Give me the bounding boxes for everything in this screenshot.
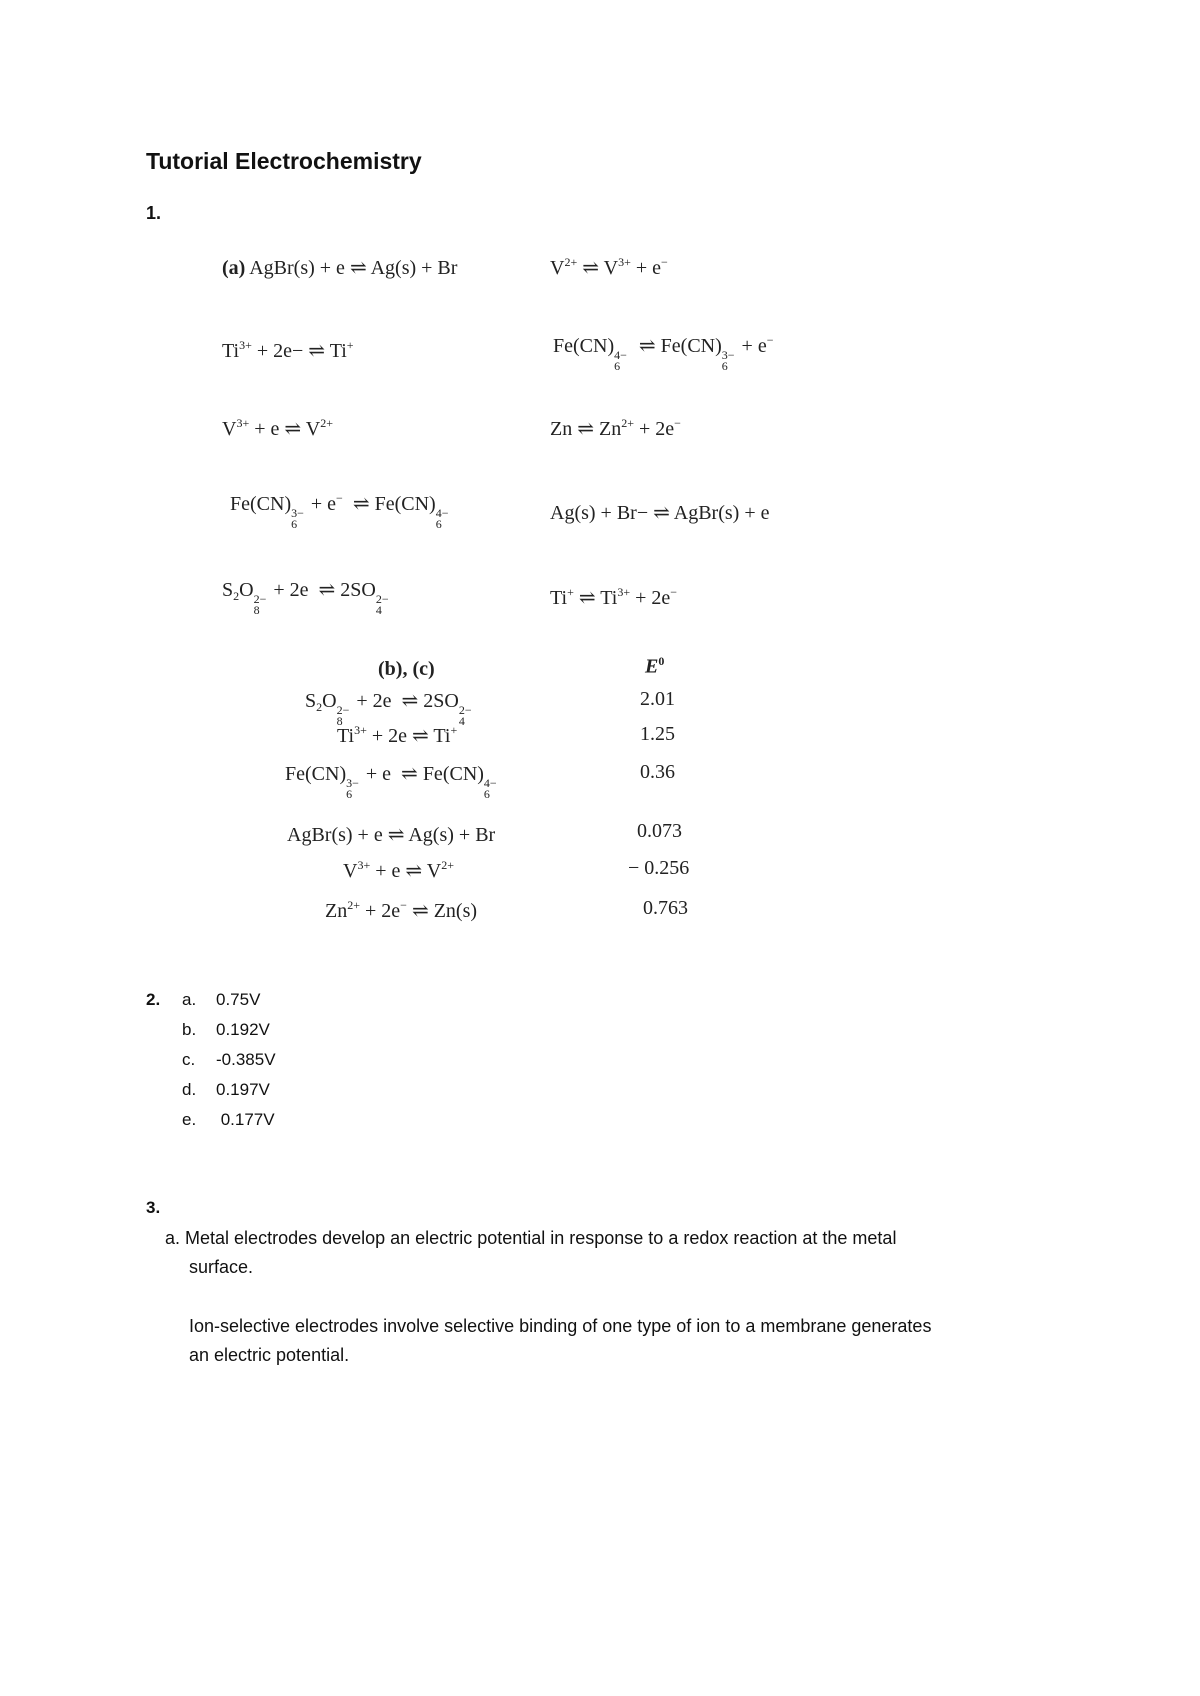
bc-header-e0: $E^0$ <box>645 654 665 678</box>
bc-row-6-equation: $Zn^{2+} + 2e^-$ ⇌ Zn(s) <box>325 898 478 922</box>
q3-para-2-line-1: Ion-selective electrodes involve selective binding of one type of ion to a membrane generates <box>189 1316 932 1336</box>
q3-para-1-line-1: a. Metal electrodes develop an electric potential in response to a redox reaction at the metal <box>165 1228 897 1248</box>
bc-row-2-equation: $Ti^{3+} + 2e$ ⇌ Ti+ <box>337 723 458 747</box>
right-equation-5: Ti+ ⇌ $Ti^{3+} + 2e^-$ <box>550 585 678 609</box>
bc-row-5-value: − 0.256 <box>628 857 690 879</box>
right-equation-1: $V^{2+}$ ⇌ $V^{3+} + e^-$ <box>550 255 668 279</box>
right-equation-3: Zn ⇌ $Zn^{2+} + 2e^-$ <box>550 416 681 440</box>
left-equation-1: (a) AgBr(s) + e ⇌ Ag(s) + Br <box>222 257 458 279</box>
left-equation-2: $Ti^{3+} + 2e-$ ⇌ Ti+ <box>222 338 354 362</box>
page-title: Tutorial Electrochemistry <box>146 148 422 174</box>
bc-row-4-value: 0.073 <box>637 820 682 842</box>
q2-answer-d: d. 0.197V <box>182 1080 270 1099</box>
q2-answer-e: e. 0.177V <box>182 1110 275 1129</box>
bc-row-6-value: 0.763 <box>643 897 688 919</box>
bc-row-1-value: 2.01 <box>640 688 675 710</box>
q2-answer-a: a. 0.75V <box>182 990 261 1009</box>
bc-row-5-equation: $V^{3+} + e$ ⇌ $V^{2+}$ <box>343 858 455 882</box>
bc-row-2-value: 1.25 <box>640 723 675 745</box>
bc-header-label: (b), (c) <box>378 658 435 680</box>
question-3-number: 3. <box>146 1198 161 1217</box>
left-equation-4: Fe(CN) 3− 6 + e− ⇌ Fe(CN) 4− 6 <box>230 491 449 531</box>
right-equation-4: Ag(s) + Br− ⇌ AgBr(s) + e <box>550 502 770 524</box>
q3-para-2-line-2: an electric potential. <box>189 1345 350 1365</box>
left-equation-5: $S_2O$ 2− 8 + 2e ⇌ 2SO 2− 4 <box>222 579 389 617</box>
bc-row-3-value: 0.36 <box>640 761 675 783</box>
bc-row-4-equation: AgBr(s) + e ⇌ Ag(s) + Br <box>287 824 496 846</box>
part-a-label: (a) <box>222 257 246 279</box>
q3-part-a-label: a. <box>165 1228 181 1248</box>
q3-para-1-line-2: surface. <box>189 1257 254 1277</box>
question-1-number: 1. <box>146 203 162 223</box>
right-equation-2: Fe(CN) 4− 6 ⇌ Fe(CN) 3− 6 + e− <box>553 333 774 373</box>
q2-answer-c: c. -0.385V <box>182 1050 276 1069</box>
bc-row-1-equation: $S_2O$ 2− 8 + 2e ⇌ 2SO 2− 4 <box>305 690 472 728</box>
question-2-number: 2. <box>146 990 161 1009</box>
left-equation-3: $V^{3+} + e$ ⇌ $V^{2+}$ <box>222 416 334 440</box>
bc-row-3-equation: Fe(CN) 3− 6 + e ⇌ Fe(CN) 4− 6 <box>285 763 497 801</box>
q2-answer-b: b. 0.192V <box>182 1020 270 1039</box>
